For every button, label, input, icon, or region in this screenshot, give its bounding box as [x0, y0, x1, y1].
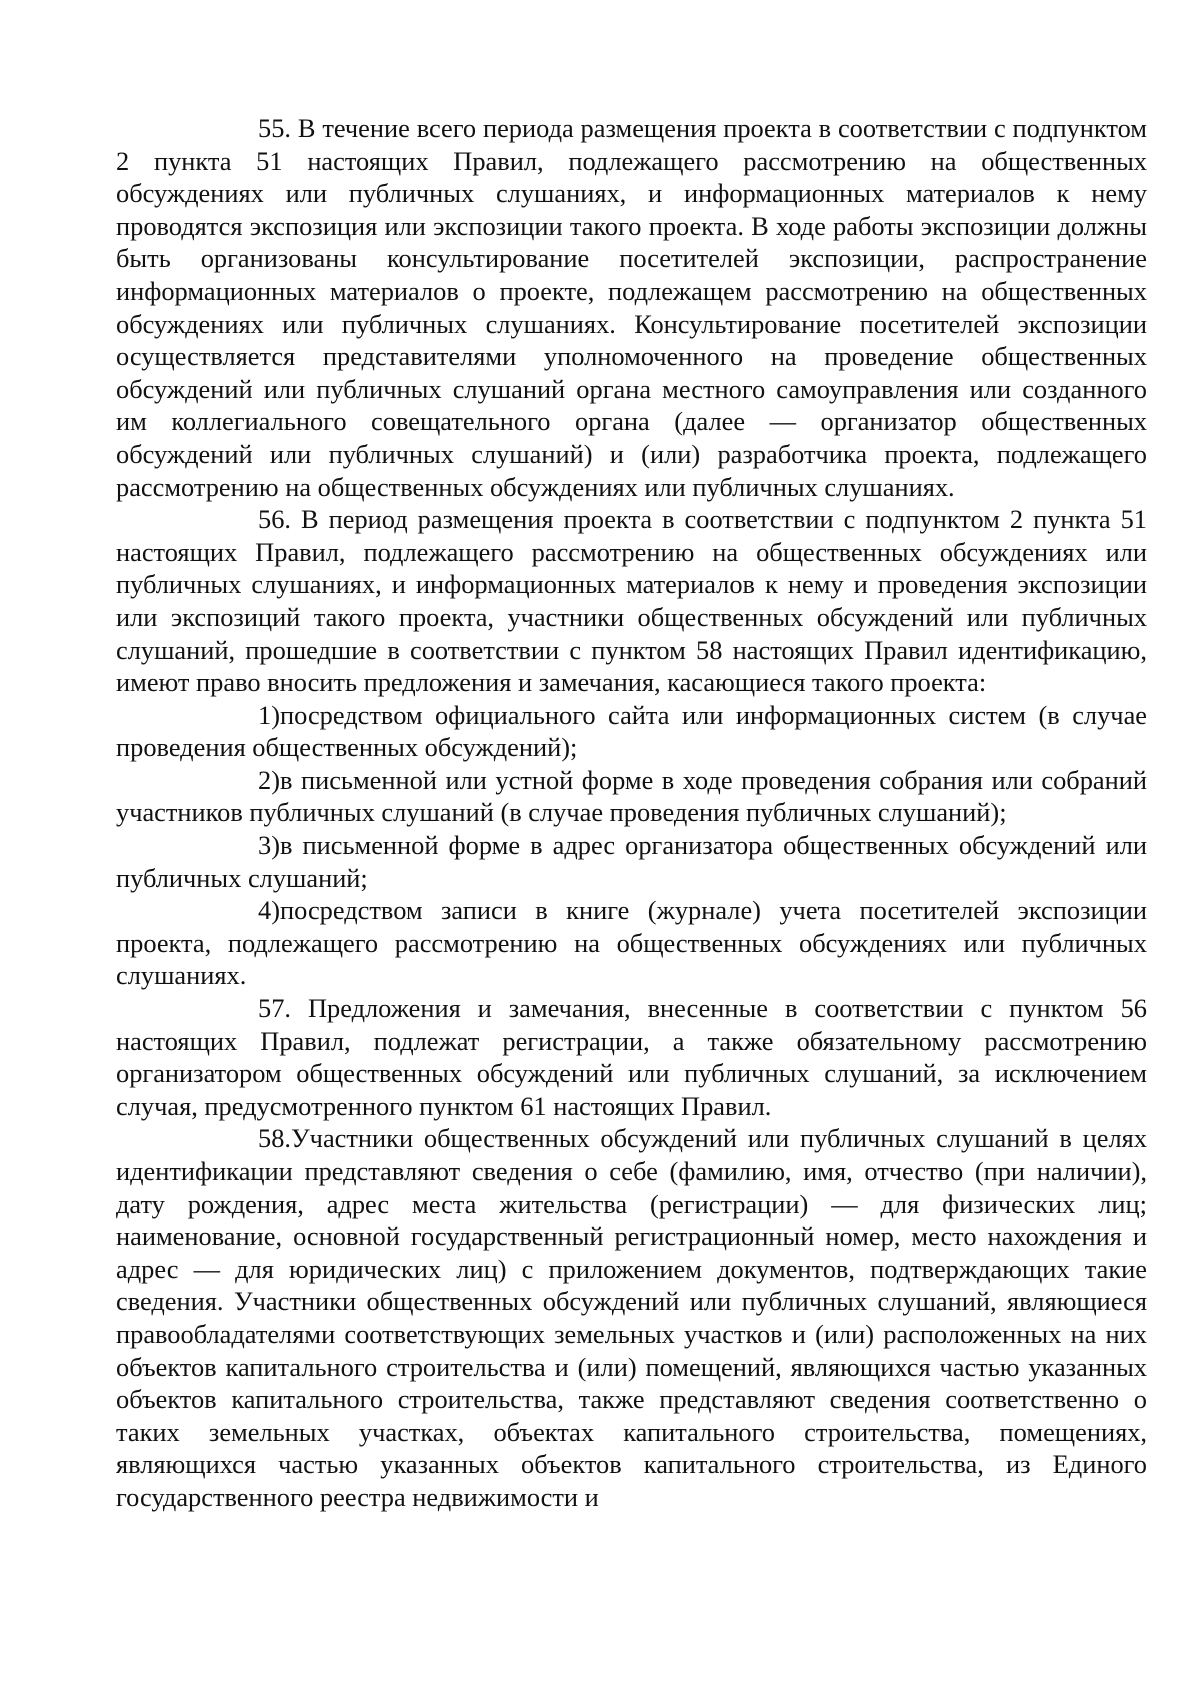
list-item-4 [116, 894, 1147, 992]
paragraph-number: 55. [258, 113, 291, 143]
paragraph-text: Предложения и замечания, внесенные в соответствии с пунктом 56 настоящих Правил, подлежат регистрации, а также обязательному рассмотрению организатором общественных обсуждений или публичных слушаний, за исключением случая, предусмотренного пунктом 61 настоящих Правил. [116, 993, 1147, 1121]
document-body [116, 112, 1147, 1514]
list-item-text: посредством записи в книге (журнале) учета посетителей экспозиции проекта, подлежащего рассмотрению на общественных обсуждениях или публичных слушаниях. [116, 895, 1147, 991]
list-item-text: посредством официального сайта или информационных систем (в случае проведения общественных обсуждений); [116, 699, 1147, 763]
list-item-number: 3) [258, 830, 280, 861]
list-item-number: 1) [258, 699, 280, 730]
list-item-number: 4) [258, 895, 280, 926]
list-item-text: в письменной или устной форме в ходе проведения собрания или собраний участников публичных слушаний (в случае проведения публичных слушаний); [116, 764, 1147, 828]
list-item-number: 2) [258, 764, 280, 795]
paragraph-number: 57. [258, 993, 291, 1024]
paragraph-55 [116, 112, 1147, 503]
paragraph-number: 58. [258, 1123, 291, 1154]
paragraph-text: В течение всего периода размещения проекта в соответствии с подпунктом 2 пункта 51 настоящих Правил, подлежащего рассмотрению на общественных обсуждениях или публичных слушаниях, и информационных материалов к нему проводятся экспозиция или экспозиции такого проекта. В ходе работы экспозиции должны быть организованы консультирование посетителей экспозиции, распространение информационных материалов о проекте, подлежащем рассмотрению на общественных обсуждениях или публичных слушаниях. Консультирование посетителей экспозиции осуществляется представителями уполномоченного на проведение общественных обсуждений или публичных слушаний органа местного самоуправления или созданного им коллегиального совещательного органа (далее — организатор общественных обсуждений или публичных слушаний) и (или) разработчика проекта, подлежащего рассмотрению на общественных обсуждениях или публичных слушаниях. [116, 113, 1147, 502]
paragraph-57 [116, 992, 1147, 1122]
list-item-2 [116, 764, 1147, 829]
paragraph-text: Участники общественных обсуждений или публичных слушаний в целях идентификации представляют сведения о себе (фамилию, имя, отчество (при наличии), дату рождения, адрес места жительства (регистрации) — для физических лиц; наименование, основной государственный регистрационный номер, место нахождения и адрес — для юридических лиц) с приложением документов, подтверждающих такие сведения. Участники общественных обсуждений или публичных слушаний, являющиеся правообладателями соответствующих земельных участков и (или) расположенных на них объектов капитального строительства и (или) помещений, являющихся частью указанных объектов капитального строительства, также представляют сведения соответственно о таких земельных участках, объектах капитального строительства, помещениях, являющихся частью указанных объектов капитального строительства, из Единого государственного реестра недвижимости и [116, 1123, 1147, 1512]
list-item-1 [116, 699, 1147, 764]
list-item-3 [116, 829, 1147, 894]
paragraph-number: 56. [258, 504, 291, 535]
paragraph-58 [116, 1122, 1147, 1513]
list-item-text: в письменной форме в адрес организатора общественных обсуждений или публичных слушаний; [116, 830, 1147, 893]
paragraph-56 [116, 503, 1147, 699]
paragraph-text: В период размещения проекта в соответствии с подпунктом 2 пункта 51 настоящих Правил, подлежащего рассмотрению на общественных обсуждениях или публичных слушаниях, и информационных материалов к нему и проведения экспозиции или экспозиций такого проекта, участники общественных обсуждений или публичных слушаний, прошедшие в соответствии с пунктом 58 настоящих Правил идентификацию, имеют право вносить предложения и замечания, касающиеся такого проекта: [116, 504, 1147, 698]
